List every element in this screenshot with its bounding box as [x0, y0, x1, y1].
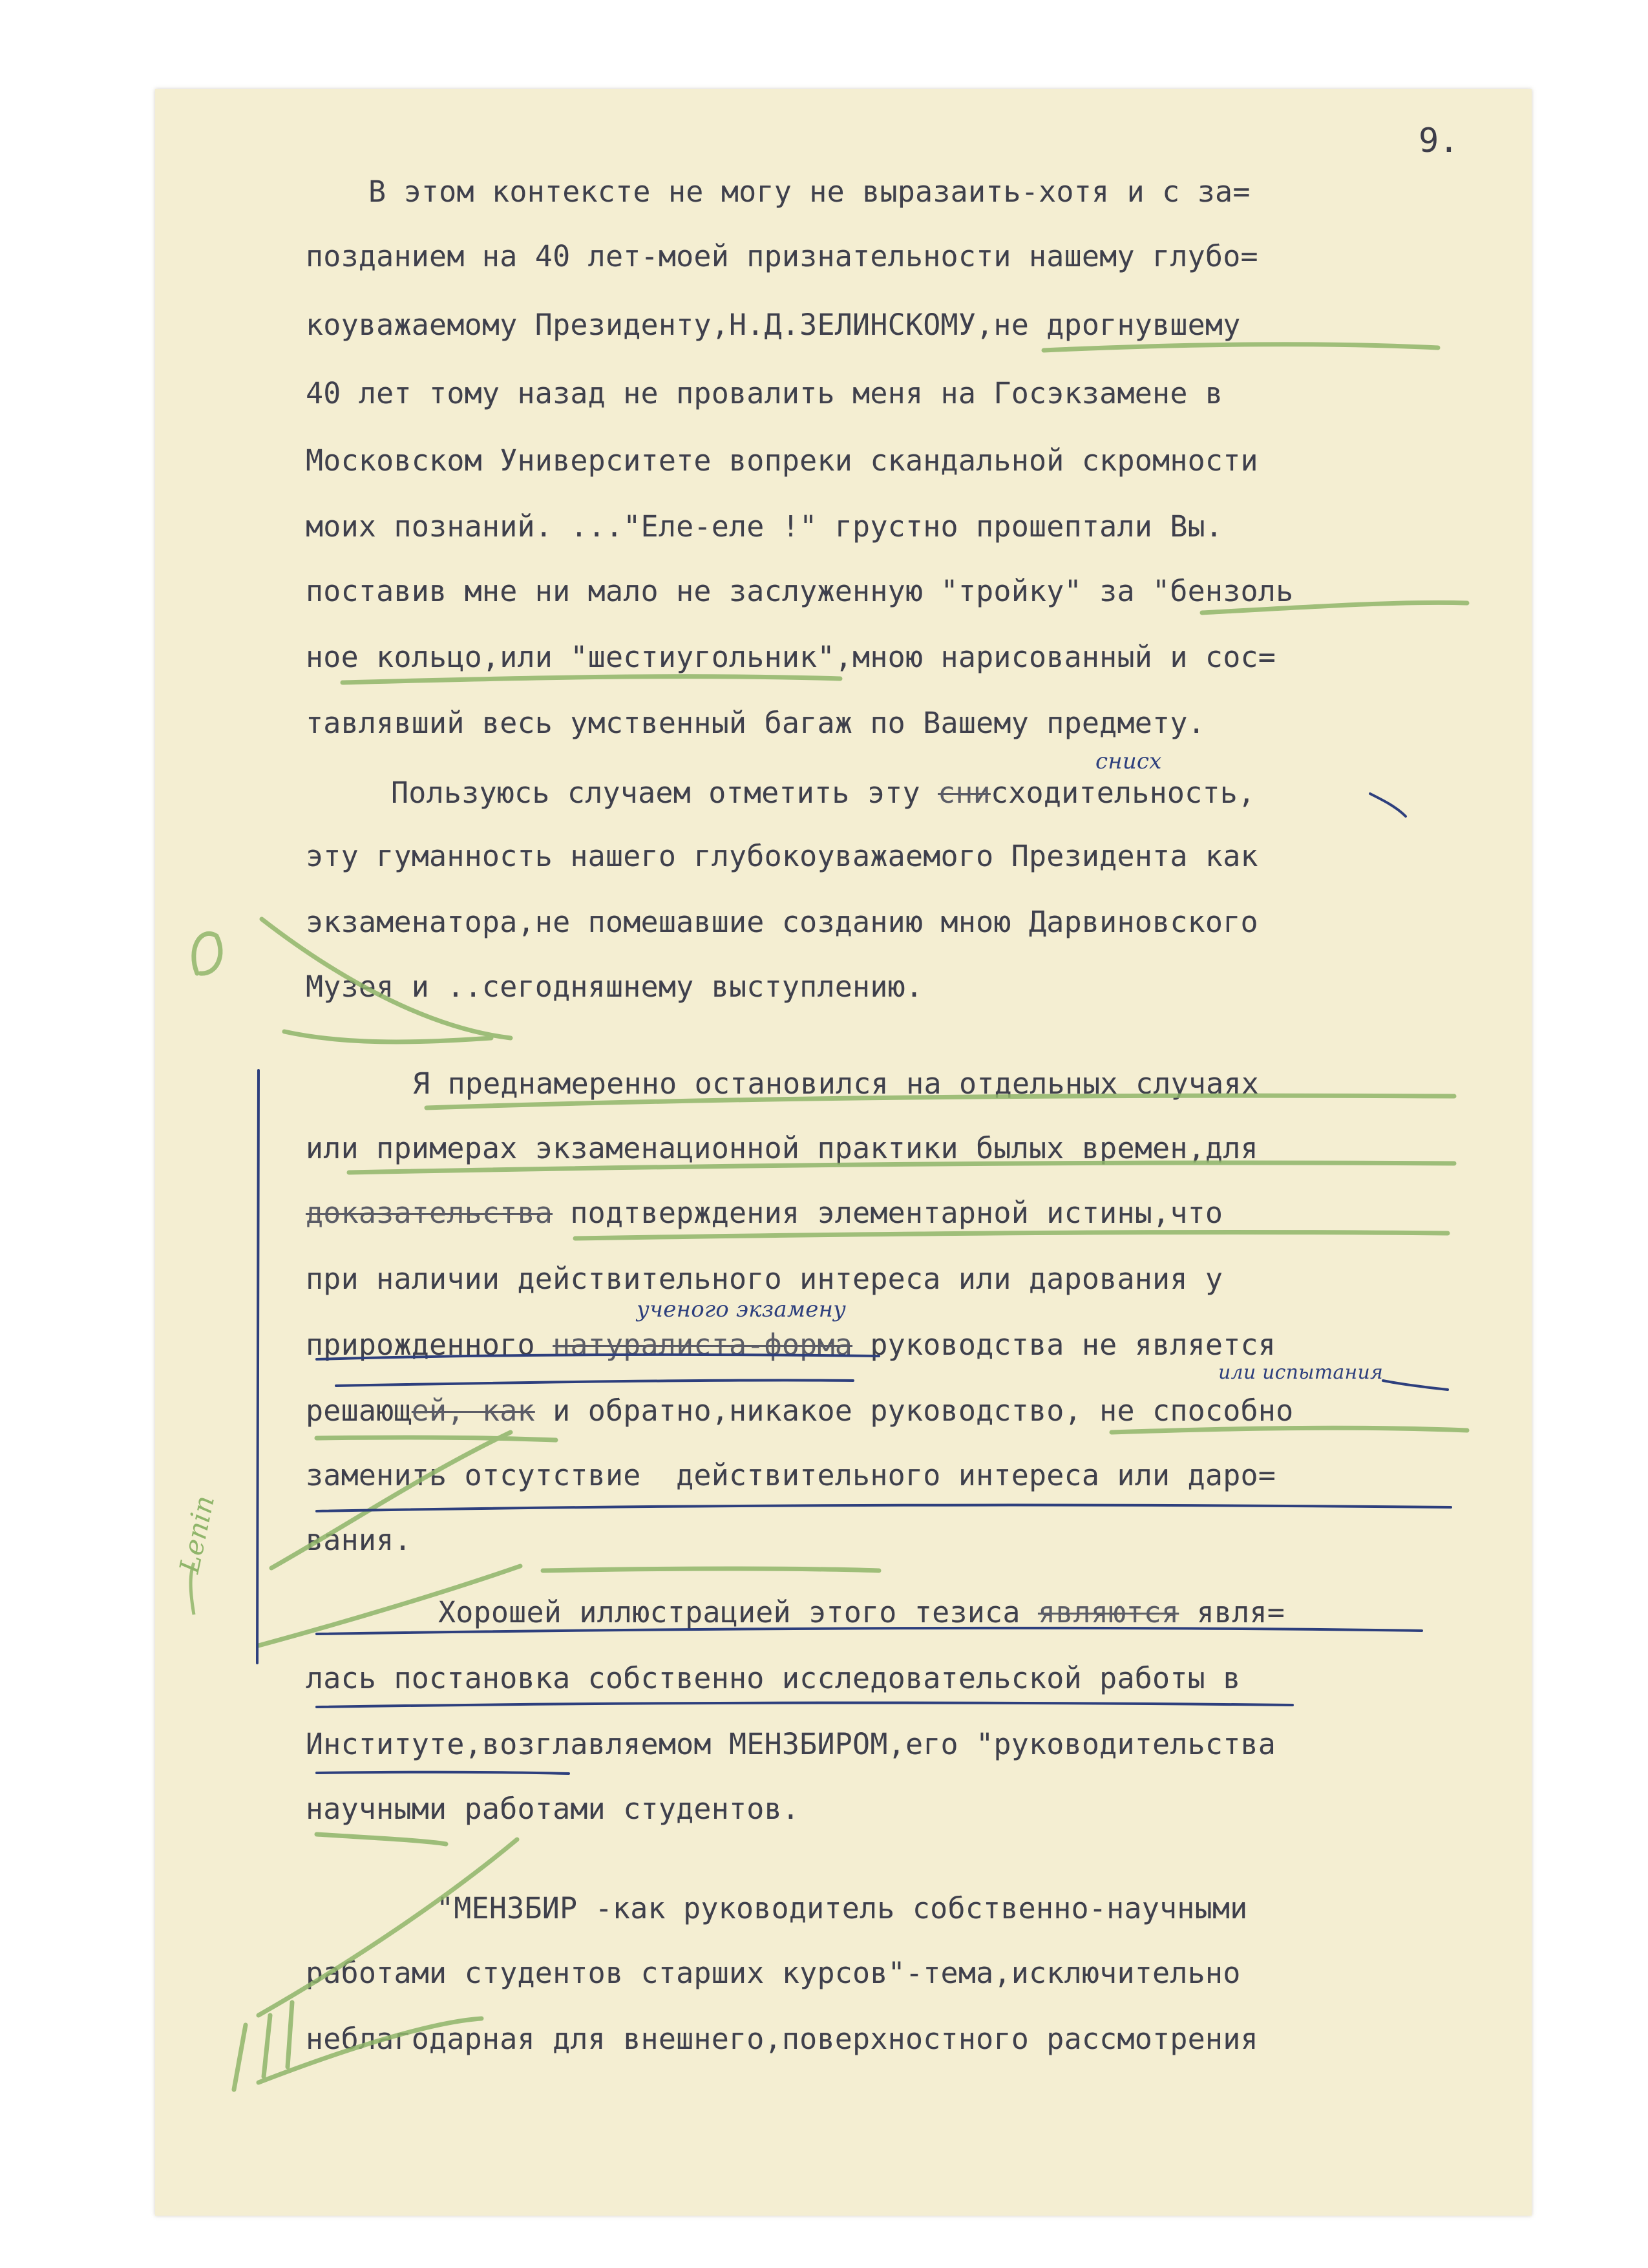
- text-line: Пользуюсь случаем отметить эту снисходительность,: [391, 776, 1256, 810]
- text-line: или примерах экзаменационной практики былых времен,для: [306, 1131, 1258, 1165]
- text-line: при наличии действительного интереса или дарования у: [306, 1262, 1223, 1296]
- text-line: "МЕНЗБИР -как руководитель собственно-научными: [436, 1891, 1248, 1925]
- struck-text: натуралиста-форма: [553, 1328, 853, 1362]
- text-line: Институте,возглавляемом МЕНЗБИРОМ,его "руководительства: [306, 1727, 1276, 1761]
- text-line: ное кольцо,или "шестиугольник",мною нарисованный и сос=: [306, 640, 1276, 674]
- text-line: тавлявший весь умственный багаж по Вашему предмету.: [306, 706, 1205, 740]
- struck-text: ей, как: [411, 1394, 535, 1428]
- page-number: 9.: [1419, 122, 1459, 160]
- text-line: доказательства подтверждения элементарной истины,что: [306, 1196, 1223, 1230]
- text-line: научными работами студентов.: [306, 1792, 800, 1826]
- text-line: экзаменатора,не помешавшие созданию мною Дарвиновского: [306, 905, 1258, 939]
- text-line: прирожденного натуралиста-форма руководства не является: [306, 1328, 1276, 1362]
- text-line: заменить отсутствие действительного интереса или даро=: [306, 1458, 1276, 1492]
- text-line: Хорошей иллюстрацией этого тезиса являются явля=: [438, 1595, 1285, 1629]
- annotation-layer: [155, 89, 1532, 2216]
- handwritten-insertion: ученого экзамену: [637, 1297, 847, 1322]
- text-line: Московском Университете вопреки скандальной скромности: [306, 443, 1258, 478]
- struck-text: являются: [1037, 1595, 1179, 1629]
- text-line: неблагодарная для внешнего,поверхностного рассмотрения: [306, 2022, 1258, 2056]
- text-line: Музея и ..сегодняшнему выступлению.: [306, 970, 924, 1004]
- text-line: коуважаемому Президенту,Н.Д.ЗЕЛИНСКОМУ,не дрогнувшему: [306, 308, 1241, 342]
- text-line: В этом контексте не могу не выразаить-хотя и с за=: [368, 175, 1251, 209]
- text-line: позданием на 40 лет-моей признательности нашему глубо=: [306, 239, 1258, 273]
- text-line: работами студентов старших курсов"-тема,исключительно: [306, 1956, 1241, 1990]
- text-line: моих познаний. ..."Еле-еле !" грустно прошептали Вы.: [306, 509, 1223, 544]
- text-line: вания.: [306, 1523, 412, 1557]
- text-line: Я преднамеренно остановился на отдельных случаях: [412, 1066, 1260, 1101]
- handwritten-insertion: снисх: [1095, 748, 1162, 774]
- margin-note: [231, 2031, 262, 2061]
- text-line: эту гуманность нашего глубокоуважаемого Президента как: [306, 839, 1258, 873]
- text-line: решающей, как и обратно,никакое руководство, не способно: [306, 1394, 1294, 1428]
- struck-text: сни: [938, 776, 991, 810]
- handwritten-insertion: или испытания: [1218, 1361, 1384, 1384]
- struck-text: доказательства: [306, 1196, 553, 1230]
- text-line: лась постановка собственно исследовательской работы в: [306, 1661, 1241, 1695]
- text-line: поставив мне ни мало не заслуженную "тройку" за "бензоль: [306, 574, 1294, 608]
- document-page: [155, 89, 1532, 2216]
- text-line: 40 лет тому назад не провалить меня на Госэкзамене в: [306, 376, 1223, 410]
- margin-note: Lenin: [173, 1492, 221, 1576]
